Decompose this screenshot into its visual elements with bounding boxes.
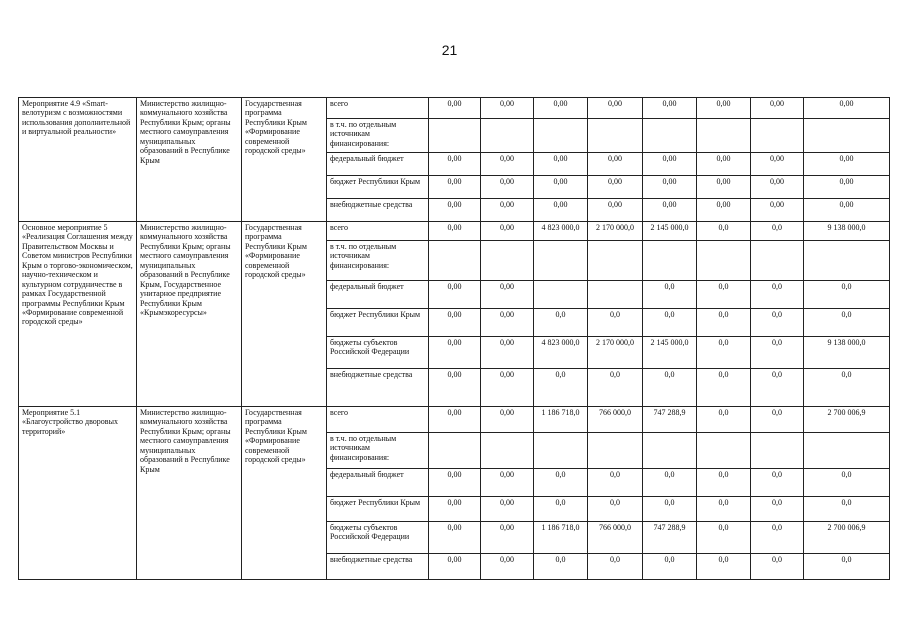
value-cell: 0,0 [534, 469, 588, 497]
value-cell: 0,00 [643, 199, 697, 222]
value-cell [534, 281, 588, 309]
measure-cell: Основное мероприятие 5 «Реализация Соглашения между Правительством Москвы и Советом министров Республики Крым о торгово-экономическом, научно-техническом и культурном сотрудничестве в рамках Государственной программы Республики Крым «Формирование современной городской среды» [19, 222, 137, 407]
value-cell: 0,00 [429, 497, 481, 522]
measure-cell: Мероприятие 4.9 «Smart-велотуризм с возможностями использования дополнительной и виртуальной реальности» [19, 98, 137, 222]
executor-cell: Министерство жилищно-коммунального хозяйства Республики Крым; органы местного самоуправления муниципальных образований в Республике Крым [137, 407, 242, 580]
value-cell: 766 000,0 [588, 407, 643, 433]
value-cell: 0,00 [429, 522, 481, 554]
value-cell: 0,0 [697, 522, 751, 554]
source-cell: в т.ч. по отдельным источникам финансирования: [327, 241, 429, 281]
value-cell: 747 288,9 [643, 522, 697, 554]
value-cell: 0,0 [697, 337, 751, 369]
value-cell: 0,00 [534, 153, 588, 176]
value-cell [429, 119, 481, 153]
value-cell: 0,00 [429, 554, 481, 580]
value-cell: 0,00 [643, 176, 697, 199]
value-cell: 0,0 [588, 469, 643, 497]
value-cell: 0,00 [481, 522, 534, 554]
value-cell [804, 241, 890, 281]
value-cell: 0,00 [588, 199, 643, 222]
value-cell: 0,0 [804, 281, 890, 309]
value-cell: 0,00 [429, 407, 481, 433]
value-cell: 0,00 [751, 98, 804, 119]
value-cell: 0,00 [429, 309, 481, 337]
value-cell [751, 241, 804, 281]
value-cell [429, 433, 481, 469]
value-cell: 0,0 [697, 281, 751, 309]
value-cell: 1 186 718,0 [534, 407, 588, 433]
value-cell: 0,00 [804, 199, 890, 222]
value-cell [481, 433, 534, 469]
value-cell: 766 000,0 [588, 522, 643, 554]
value-cell: 2 170 000,0 [588, 222, 643, 241]
source-cell: бюджет Республики Крым [327, 309, 429, 337]
value-cell [804, 433, 890, 469]
value-cell: 0,0 [643, 554, 697, 580]
value-cell: 2 700 006,9 [804, 407, 890, 433]
value-cell [588, 241, 643, 281]
value-cell: 0,00 [588, 176, 643, 199]
source-cell: всего [327, 222, 429, 241]
source-cell: бюджеты субъектов Российской Федерации [327, 337, 429, 369]
value-cell: 0,0 [643, 497, 697, 522]
table-row [19, 98, 890, 119]
table-row [19, 222, 890, 241]
value-cell: 0,00 [481, 497, 534, 522]
value-cell: 9 138 000,0 [804, 337, 890, 369]
value-cell: 0,0 [697, 554, 751, 580]
value-cell [534, 433, 588, 469]
value-cell: 2 170 000,0 [588, 337, 643, 369]
value-cell: 0,00 [751, 153, 804, 176]
source-cell: в т.ч. по отдельным источникам финансирования: [327, 433, 429, 469]
value-cell: 0,00 [429, 176, 481, 199]
value-cell: 2 145 000,0 [643, 337, 697, 369]
value-cell: 0,00 [751, 176, 804, 199]
value-cell [429, 241, 481, 281]
value-cell: 0,00 [429, 98, 481, 119]
page-number: 21 [441, 42, 458, 58]
value-cell: 0,0 [534, 497, 588, 522]
value-cell: 0,00 [481, 554, 534, 580]
value-cell: 0,00 [481, 309, 534, 337]
value-cell: 0,00 [588, 98, 643, 119]
program-cell: Государственная программа Республики Крым «Формирование современной городской среды» [242, 222, 327, 407]
value-cell: 0,00 [429, 469, 481, 497]
value-cell: 0,0 [751, 369, 804, 407]
value-cell: 1 186 718,0 [534, 522, 588, 554]
value-cell: 0,0 [697, 222, 751, 241]
value-cell [534, 119, 588, 153]
value-cell: 0,00 [481, 153, 534, 176]
value-cell [588, 433, 643, 469]
value-cell: 0,00 [534, 199, 588, 222]
value-cell: 0,00 [429, 222, 481, 241]
value-cell [697, 433, 751, 469]
value-cell: 0,00 [481, 199, 534, 222]
value-cell: 0,0 [643, 369, 697, 407]
value-cell: 0,0 [534, 309, 588, 337]
value-cell: 0,0 [643, 469, 697, 497]
value-cell: 0,00 [697, 153, 751, 176]
value-cell: 0,0 [751, 522, 804, 554]
value-cell: 0,00 [481, 222, 534, 241]
value-cell: 0,0 [804, 469, 890, 497]
value-cell: 0,00 [697, 199, 751, 222]
value-cell: 0,0 [751, 309, 804, 337]
value-cell: 0,00 [481, 407, 534, 433]
value-cell: 0,0 [588, 497, 643, 522]
value-cell: 0,0 [534, 554, 588, 580]
source-cell: бюджет Республики Крым [327, 176, 429, 199]
value-cell [751, 433, 804, 469]
value-cell: 0,0 [588, 309, 643, 337]
value-cell: 0,0 [697, 369, 751, 407]
value-cell: 9 138 000,0 [804, 222, 890, 241]
value-cell: 0,00 [429, 199, 481, 222]
value-cell [588, 281, 643, 309]
value-cell [804, 119, 890, 153]
measure-cell: Мероприятие 5.1 «Благоустройство дворовых территорий» [19, 407, 137, 580]
value-cell: 0,00 [429, 153, 481, 176]
value-cell: 0,00 [481, 281, 534, 309]
source-cell: федеральный бюджет [327, 469, 429, 497]
value-cell [751, 119, 804, 153]
funding-table [18, 97, 890, 580]
value-cell: 747 288,9 [643, 407, 697, 433]
program-cell: Государственная программа Республики Крым «Формирование современной городской среды» [242, 407, 327, 580]
value-cell: 0,00 [643, 98, 697, 119]
value-cell: 0,0 [588, 554, 643, 580]
value-cell: 0,00 [481, 369, 534, 407]
source-cell: внебюджетные средства [327, 554, 429, 580]
value-cell: 0,0 [751, 222, 804, 241]
value-cell: 0,0 [804, 309, 890, 337]
value-cell: 0,0 [804, 369, 890, 407]
value-cell: 0,0 [804, 497, 890, 522]
source-cell: внебюджетные средства [327, 369, 429, 407]
value-cell [643, 119, 697, 153]
value-cell: 0,00 [481, 469, 534, 497]
source-cell: всего [327, 407, 429, 433]
value-cell: 0,00 [534, 176, 588, 199]
value-cell: 4 823 000,0 [534, 222, 588, 241]
source-cell: федеральный бюджет [327, 153, 429, 176]
value-cell: 0,00 [429, 337, 481, 369]
source-cell: бюджеты субъектов Российской Федерации [327, 522, 429, 554]
value-cell: 0,00 [697, 176, 751, 199]
value-cell: 0,00 [481, 98, 534, 119]
value-cell [697, 119, 751, 153]
value-cell: 0,00 [751, 199, 804, 222]
value-cell: 0,00 [804, 98, 890, 119]
value-cell [643, 433, 697, 469]
executor-cell: Министерство жилищно-коммунального хозяйства Республики Крым; органы местного самоуправления муниципальных образований в Республике Крым [137, 98, 242, 222]
source-cell: в т.ч. по отдельным источникам финансирования: [327, 119, 429, 153]
value-cell: 0,00 [588, 153, 643, 176]
value-cell: 0,00 [429, 281, 481, 309]
value-cell: 0,00 [697, 98, 751, 119]
value-cell: 0,0 [534, 369, 588, 407]
value-cell: 0,0 [751, 497, 804, 522]
value-cell: 0,00 [429, 369, 481, 407]
value-cell: 0,00 [481, 337, 534, 369]
value-cell [697, 241, 751, 281]
value-cell: 2 700 006,9 [804, 522, 890, 554]
value-cell [481, 119, 534, 153]
program-cell: Государственная программа Республики Крым «Формирование современной городской среды» [242, 98, 327, 222]
value-cell: 0,00 [534, 98, 588, 119]
value-cell [481, 241, 534, 281]
value-cell: 4 823 000,0 [534, 337, 588, 369]
value-cell: 2 145 000,0 [643, 222, 697, 241]
value-cell: 0,0 [643, 309, 697, 337]
value-cell: 0,0 [697, 407, 751, 433]
value-cell: 0,00 [481, 176, 534, 199]
table-row [19, 407, 890, 433]
value-cell: 0,00 [804, 176, 890, 199]
source-cell: бюджет Республики Крым [327, 497, 429, 522]
value-cell: 0,00 [643, 153, 697, 176]
source-cell: всего [327, 98, 429, 119]
value-cell: 0,00 [804, 153, 890, 176]
value-cell: 0,0 [751, 469, 804, 497]
value-cell: 0,0 [751, 337, 804, 369]
value-cell [643, 241, 697, 281]
value-cell: 0,0 [751, 554, 804, 580]
value-cell: 0,0 [643, 281, 697, 309]
executor-cell: Министерство жилищно-коммунального хозяйства Республики Крым; органы местного самоуправления муниципальных образований в Республике Крым, Государственное унитарное предприятие Республики Крым «Крымэкоресурсы» [137, 222, 242, 407]
value-cell: 0,0 [804, 554, 890, 580]
value-cell: 0,0 [751, 281, 804, 309]
value-cell: 0,0 [751, 407, 804, 433]
value-cell [588, 119, 643, 153]
value-cell: 0,0 [588, 369, 643, 407]
source-cell: федеральный бюджет [327, 281, 429, 309]
value-cell: 0,0 [697, 309, 751, 337]
value-cell [534, 241, 588, 281]
source-cell: внебюджетные средства [327, 199, 429, 222]
value-cell: 0,0 [697, 469, 751, 497]
value-cell: 0,0 [697, 497, 751, 522]
